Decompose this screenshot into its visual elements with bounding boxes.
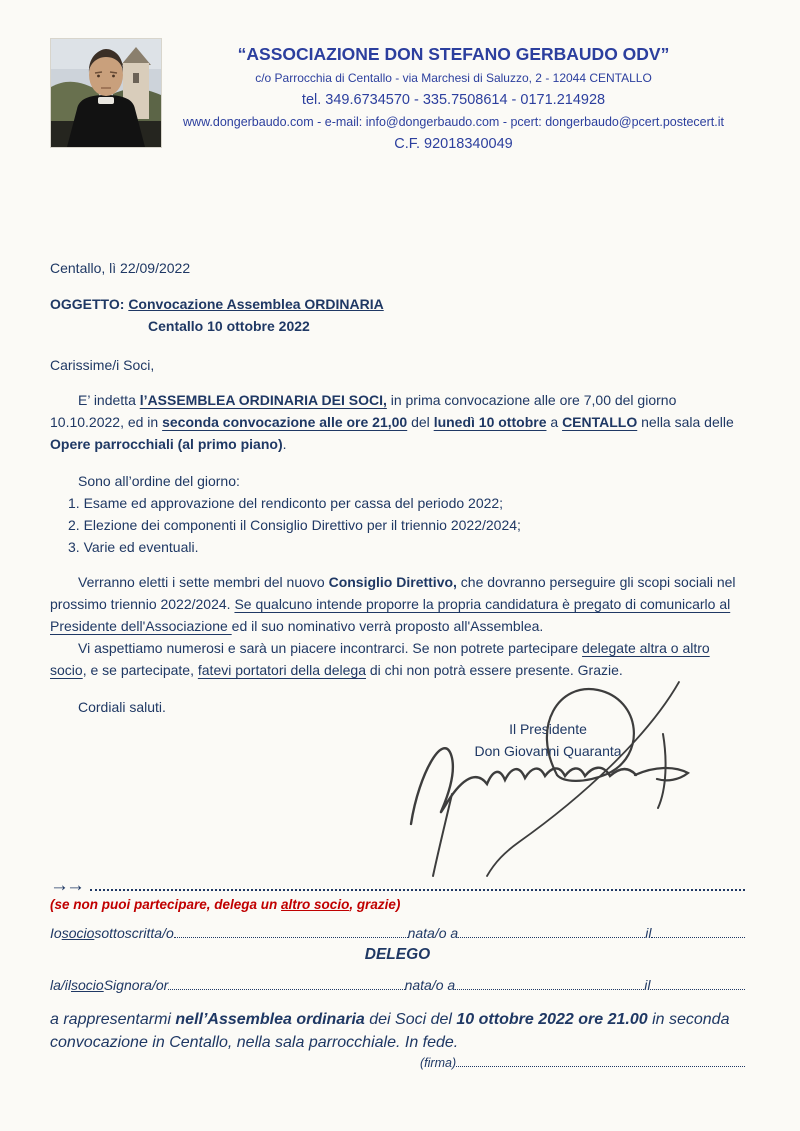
delegation-note	[50, 897, 745, 912]
dotted-fill-line	[455, 989, 644, 990]
letterhead	[50, 38, 745, 153]
association-web-email: www.dongerbaudo.com - e-mail: info@dongerbaudo.com - pcert: dongerbaudo@pcert.postecert.it	[183, 114, 724, 129]
date-line: Centallo, lì 22/09/2022	[50, 259, 191, 276]
letterhead-text	[162, 38, 745, 153]
scissors-arrows-icon: →→	[50, 874, 82, 896]
salutation: Carissime/i Soci,	[50, 356, 155, 373]
text-segment: a rappresentarmi	[50, 1010, 176, 1028]
text-segment: dei Soci del	[364, 1010, 457, 1028]
subject-line-2: Centallo 10 ottobre 2022	[148, 317, 310, 334]
dotted-line	[456, 1066, 745, 1067]
text-segment: del	[407, 413, 434, 430]
dotted-line	[90, 889, 745, 891]
signature-line	[420, 1056, 745, 1070]
text-segment: il	[645, 924, 652, 941]
tearoff-divider	[50, 874, 745, 896]
text-segment: E’ indetta	[78, 391, 140, 408]
closing-greeting: Cordiali saluti.	[78, 698, 166, 715]
text-segment: nell’Assemblea ordinaria	[175, 1010, 365, 1028]
delego-heading: DELEGO	[364, 945, 431, 963]
text-segment: Io	[50, 924, 62, 941]
text-segment: a	[546, 413, 563, 430]
president-title: Il Presidente	[509, 720, 587, 737]
text-segment: socio	[61, 924, 95, 941]
text-segment: CENTALLO	[562, 413, 638, 430]
president-name: Don Giovanni Quaranta	[474, 742, 622, 759]
text-segment: Opere parrocchiali (al primo piano)	[50, 435, 283, 452]
text-segment: di chi non potrà essere presente. Grazie.	[365, 661, 623, 678]
text-segment: , grazie)	[349, 896, 401, 912]
priest-photo-image	[51, 39, 161, 147]
text-segment: l’ASSEMBLEA ORDINARIA DEI SOCI,	[139, 391, 387, 408]
text-segment: delegate altra o altro socio	[50, 639, 710, 678]
text-segment: nata/o a	[407, 924, 459, 941]
text-segment: Verranno eletti i sette membri del nuovo	[78, 573, 329, 590]
agenda-item-3: 3. Varie ed eventuali.	[68, 538, 199, 555]
priest-photo	[50, 38, 162, 148]
text-segment: nella sala delle	[637, 413, 734, 430]
agenda-item-2: 2. Elezione dei componenti il Consiglio Direttivo per il triennio 2022/2024;	[68, 516, 521, 533]
text-segment: Consiglio Direttivo,	[328, 573, 457, 590]
dotted-fill-line	[458, 937, 645, 938]
association-phone: tel. 349.6734570 - 335.7508614 - 0171.214928	[301, 91, 606, 108]
agenda-intro: Sono all’ordine del giorno:	[78, 472, 240, 489]
text-segment: che dovranno perseguire gli scopi sociali nel prossimo triennio 2022/2024.	[50, 573, 736, 612]
text-segment: Signora/or	[103, 976, 169, 993]
text-segment: lunedì 10 ottobre	[433, 413, 547, 430]
signature-block	[438, 718, 658, 762]
association-address: c/o Parrocchia di Centallo - via Marchesi di Saluzzo, 2 - 12044 CENTALLO	[255, 71, 652, 86]
text-segment: socio	[71, 976, 104, 993]
text-segment: altro socio	[281, 896, 350, 912]
paragraph-election	[50, 571, 745, 637]
firma-label: (firma)	[420, 1055, 457, 1070]
text-segment: Vi aspettiamo numerosi e sarà un piacere incontrarci. Se non potrete partecipare	[78, 639, 583, 656]
paragraph-convocation	[50, 389, 745, 455]
agenda-item-1: 1. Esame ed approvazione del rendiconto per cassa del periodo 2022;	[68, 494, 504, 511]
text-segment: la/il	[50, 976, 72, 993]
text-segment: .	[282, 435, 287, 452]
association-title: “ASSOCIAZIONE DON STEFANO GERBAUDO ODV”	[237, 44, 670, 64]
text-segment: OGGETTO:	[50, 295, 129, 312]
association-fiscal-code: C.F. 92018340049	[394, 135, 513, 152]
dotted-fill-line	[168, 989, 404, 990]
text-segment: nata/o a	[404, 976, 456, 993]
text-segment: fatevi portatori della delega	[197, 661, 366, 678]
text-segment: il	[644, 976, 651, 993]
delegation-statement	[50, 1008, 745, 1054]
text-segment: ed il suo nominativo verrà proposto all'Assemblea.	[231, 617, 544, 634]
text-segment: , e se partecipate,	[82, 661, 198, 678]
dotted-fill-line	[174, 937, 408, 938]
text-segment: seconda convocazione alle ore 21,00	[162, 413, 408, 430]
text-segment: Se qualcuno intende proporre la propria candidatura è pregato di comunicarlo al Presidente dell'Associazione	[50, 595, 731, 634]
paragraph-invitation	[50, 637, 745, 681]
subject-line	[50, 293, 745, 315]
delegate-row	[50, 977, 745, 993]
dotted-fill-line	[650, 989, 745, 990]
text-segment: in seconda convocazione in Centallo, nella sala parrocchiale. In fede.	[50, 1010, 730, 1051]
dotted-fill-line	[651, 937, 745, 938]
text-segment: in prima convocazione alle ore 7,00 del giorno 10.10.2022, ed in	[50, 391, 677, 430]
text-segment: sottoscritta/o	[94, 924, 174, 941]
text-segment: (se non puoi partecipare, delega un	[50, 896, 282, 912]
text-segment: 10 ottobre 2022 ore 21.00	[456, 1010, 648, 1028]
text-segment: Convocazione Assemblea ORDINARIA	[128, 295, 384, 312]
delegator-row	[50, 925, 745, 941]
